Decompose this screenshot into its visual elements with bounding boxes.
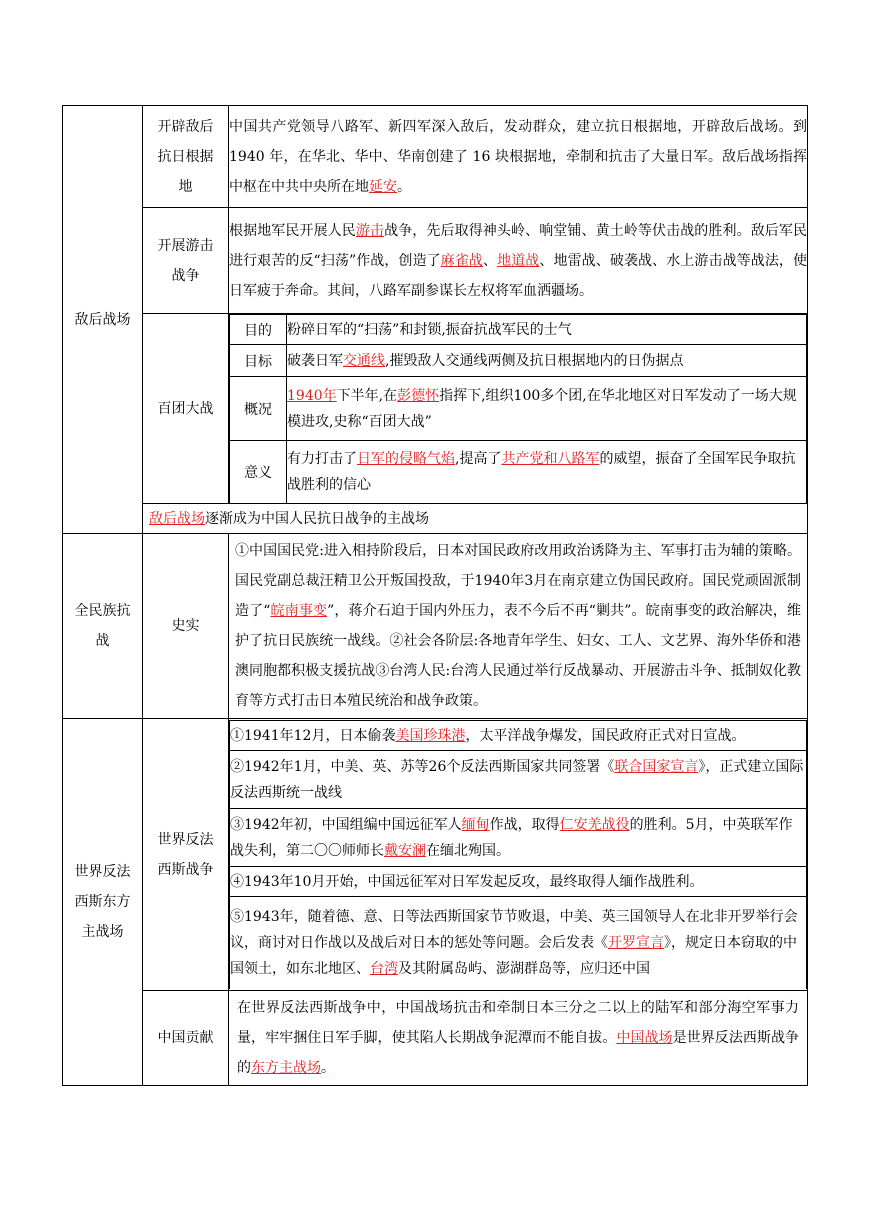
keyword-renanqiang: 仁安羌战役	[559, 816, 630, 833]
keyword-maque: 麻雀战	[440, 252, 484, 269]
text-dihou-summary: 敌后战场逐渐成为中国人民抗日战争的主战场	[143, 504, 808, 534]
keyword-daianlan: 戴安澜	[384, 842, 426, 859]
war-item-1: ①1941年12月，日本偷袭美国珍珠港，太平洋战争爆发，国民政府正式对日宣战。	[230, 721, 807, 751]
row-gongxian	[63, 991, 808, 1086]
baituan-subtable	[229, 314, 807, 503]
label-mubiao: 目标	[230, 345, 287, 377]
keyword-1940: 1940年	[287, 387, 337, 404]
row-mubiao	[230, 345, 807, 377]
war-subtable	[229, 720, 807, 989]
keyword-youji: 游击	[355, 222, 385, 239]
keyword-dongfangzhuzhanchang: 东方主战场	[251, 1060, 321, 1076]
label-shijie: 世界反法 西斯东方 主战场	[63, 719, 143, 1086]
keyword-gongchandang: 共产党和八路军	[501, 451, 600, 467]
text-kaipi: 中国共产党领导八路军、新四军深入敌后，发动群众，建立抗日根据地，开辟敌后战场。到 1940 年，在华北、华中、华南创建了 16 块根据地，牵制和抗击了大量日军。敌后战场指挥中枢在中共中央所在地延安。	[229, 106, 808, 208]
label-quanminzu: 全民族抗 战	[63, 534, 143, 719]
baituan-subtable-cell	[229, 314, 808, 504]
keyword-yanan: 延安	[369, 178, 397, 195]
text-mudi: 粉碎日军的“扫荡”和封锁,振奋抗战军民的士气	[287, 315, 807, 345]
label-kaipi: 开辟敌后 抗日根据 地	[143, 106, 229, 208]
keyword-qinlue: 日军的侵略气焰	[357, 451, 455, 467]
label-war: 世界反法 西斯战争	[143, 719, 229, 991]
row-kaipi	[63, 106, 808, 208]
keyword-zhenzhugang: 美国珍珠港	[395, 727, 466, 744]
row-youji	[63, 208, 808, 314]
label-gongxian: 中国贡献	[143, 991, 229, 1086]
keyword-zhongguozhanchang: 中国战场	[616, 1030, 673, 1046]
keyword-jiaotongxian: 交通线	[343, 352, 385, 369]
keyword-lianheguo: 联合国家宣言	[614, 758, 699, 775]
label-gaikuang: 概况	[230, 377, 287, 441]
row-yiyi	[230, 441, 807, 503]
keyword-wannan: 皖南事变	[270, 603, 328, 619]
history-summary-table	[62, 105, 808, 1086]
label-yiyi: 意义	[230, 441, 287, 503]
row-gaikuang	[230, 377, 807, 441]
text-quanminzu: ①中国国民党:进入相持阶段后，日本对国民政府改用政治诱降为主、军事打击为辅的策略。国民党副总裁汪精卫公开叛国投敌，于1940年3月在南京建立伪国民政府。国民党顽固派制造了“皖南事变”，蒋介石迫于国内外压力，表不今后不再“剿共”。皖南事变的政治解决，维护了抗日民族统一战线。②社会各阶层:各地青年学生、妇女、工人、文艺界、海外华侨和港澳同胞都积极支援抗战③台湾人民:台湾人民通过举行反战暴动、开展游击斗争、抵制奴化教育等方式打击日本殖民统治和战争政策。	[229, 534, 808, 719]
war-subtable-cell	[229, 719, 808, 991]
text-mubiao: 破袭日军交通线,摧毁敌人交通线两侧及抗日根据地内的日伪据点	[287, 345, 807, 377]
keyword-miandian: 缅甸	[461, 816, 490, 833]
label-shishi: 史实	[143, 534, 229, 719]
text-gaikuang: 1940年下半年,在彭德怀指挥下,组织100多个团,在华北地区对日军发动了一场大规模进攻,史称“百团大战”	[287, 377, 807, 441]
row-dihou-summary	[63, 504, 808, 534]
row-shijie-war	[63, 719, 808, 991]
label-dihou: 敌后战场	[63, 106, 143, 534]
row-quanminzu	[63, 534, 808, 719]
war-item-5: ⑤1943年，随着德、意、日等法西斯国家节节败退，中美、英三国领导人在北非开罗举行会议，商讨对日作战以及战后对日本的惩处等问题。会后发表《开罗宣言》，规定日本窃取的中国领土，如东北地区、台湾及其附属岛屿、澎湖群岛等，应归还中国	[230, 897, 807, 989]
war-item-3: ③1942年初，中国组编中国远征军人缅甸作战，取得仁安羌战役的胜利。5月，中英联军作战失利，第二〇〇师师长戴安澜在缅北殉国。	[230, 809, 807, 867]
keyword-dihouzhanchang: 敌后战场	[149, 510, 205, 527]
label-mudi: 目的	[230, 315, 287, 345]
keyword-taiwan: 台湾	[370, 961, 398, 977]
war-item-4: ④1943年10月开始，中国远征军对日军发起反攻，最终取得人缅作战胜利。	[230, 867, 807, 897]
keyword-didao: 地道战	[497, 252, 540, 269]
keyword-pengdehuai: 彭德怀	[397, 387, 440, 404]
label-youji: 开展游击 战争	[143, 208, 229, 314]
label-baituan: 百团大战	[143, 314, 229, 504]
keyword-kailuo: 开罗宣言	[608, 935, 664, 951]
row-baituan	[63, 314, 808, 504]
text-gongxian: 在世界反法西斯战争中，中国战场抗击和牵制日本三分之二以上的陆军和部分海空军事力量，牢牢捆住日军手脚，使其陷人长期战争泥潭而不能自拔。中国战场是世界反法西斯战争的东方主战场。	[229, 991, 808, 1086]
text-youji: 根据地军民开展人民游击战争，先后取得神头岭、响堂铺、黄土岭等伏击战的胜利。敌后军民进行艰苦的反“扫荡”作战，创造了麻雀战、地道战、地雷战、破袭战、水上游击战等战法，使日军疲于奔命。其间，八路军副参谋长左权将军血洒疆场。	[229, 208, 808, 314]
war-item-2: ②1942年1月，中美、英、苏等26个反法西斯国家共同签署《联合国家宣言》，正式建立国际反法西斯统一战线	[230, 751, 807, 809]
text-yiyi: 有力打击了日军的侵略气焰,提高了共产党和八路军的威望，振奋了全国军民争取抗战胜利的信心	[287, 441, 807, 503]
row-mudi	[230, 315, 807, 345]
